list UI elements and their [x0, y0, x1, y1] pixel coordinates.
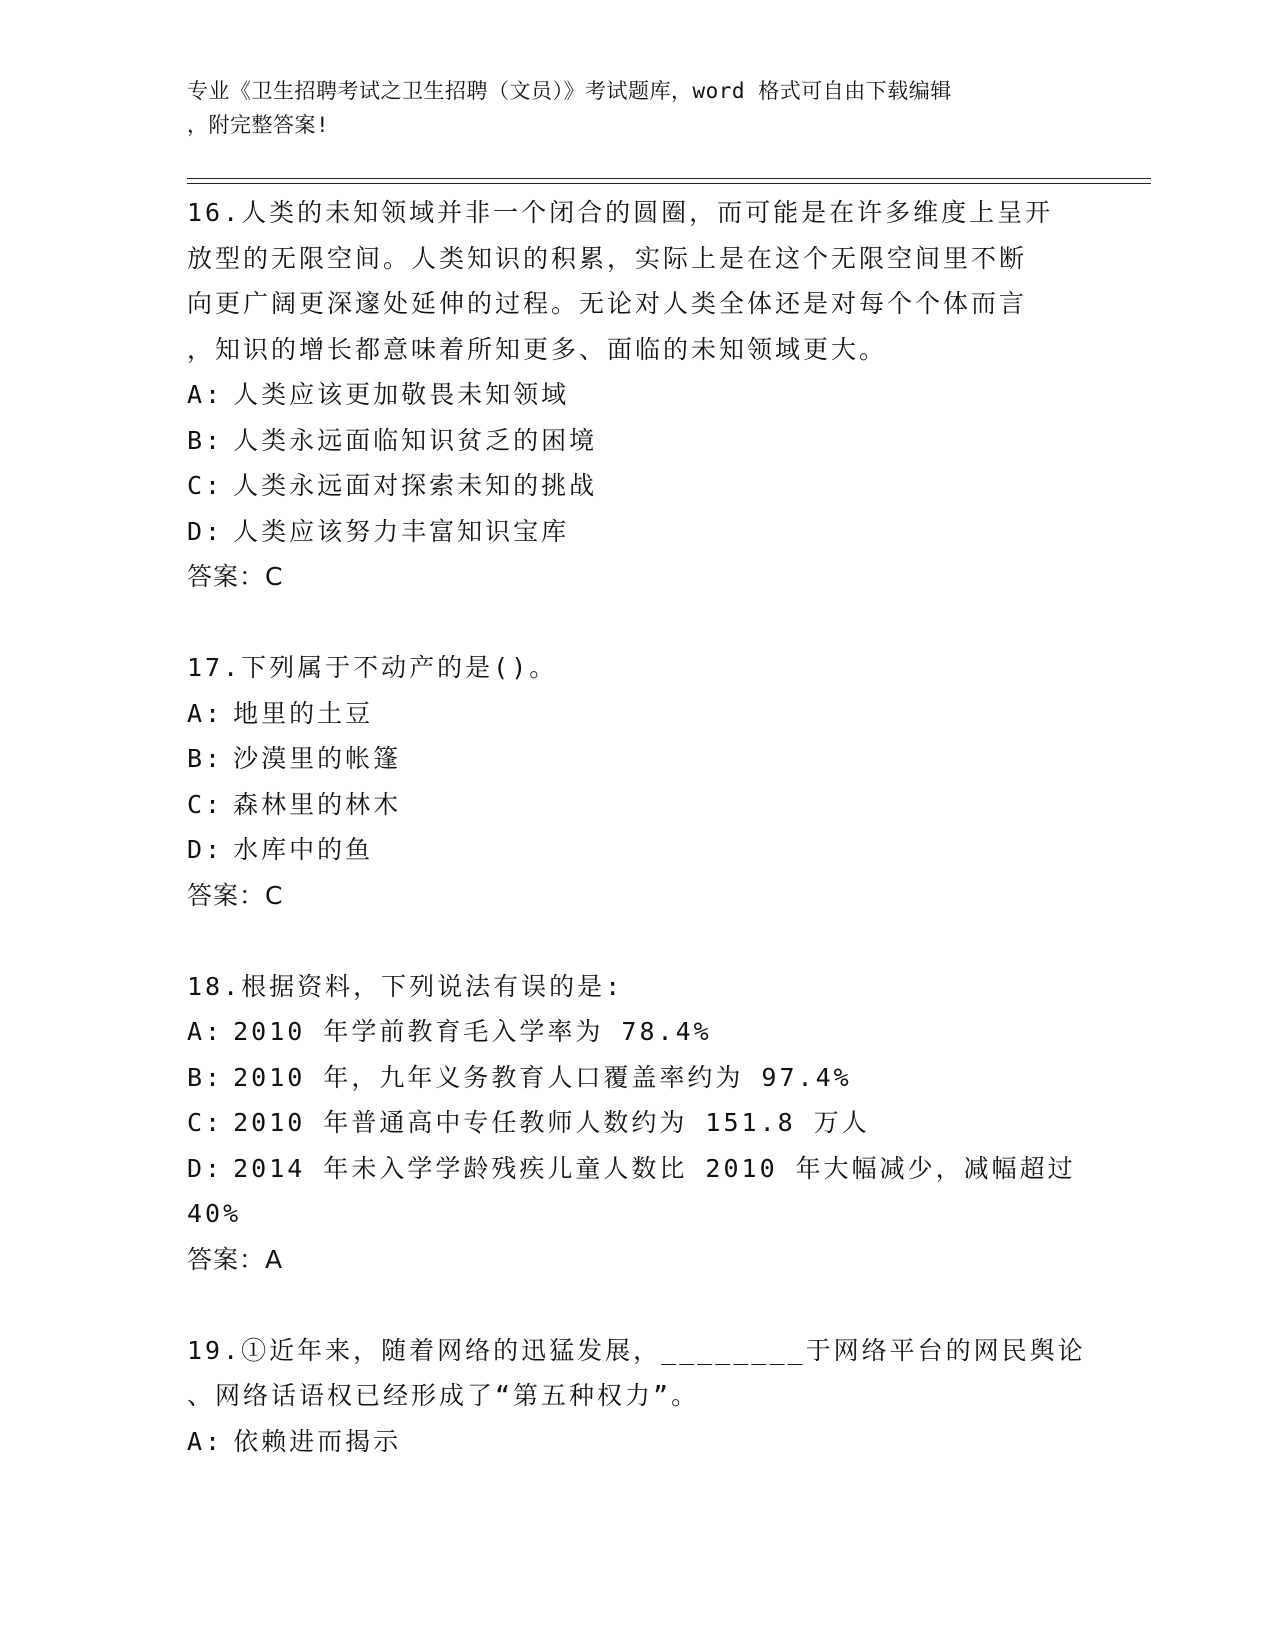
- option-letter: A:: [187, 1017, 224, 1046]
- stem-line: 18.根据资料，下列说法有误的是:: [187, 971, 624, 1001]
- option-letter: A:: [187, 380, 224, 409]
- option-a: [187, 1009, 1087, 1055]
- option-b: [187, 736, 1087, 782]
- option-text: 人类永远面对探索未知的挑战: [233, 471, 598, 500]
- option-text: 人类应该更加敬畏未知领域: [233, 380, 570, 409]
- option-c: [187, 782, 1087, 828]
- question-stem: [187, 190, 1087, 372]
- question-stem: [187, 1328, 1087, 1419]
- question-17: [187, 645, 1087, 918]
- question-19: [187, 1328, 1087, 1465]
- option-d: [187, 827, 1087, 873]
- header-divider-top: [187, 178, 1151, 179]
- question-spacer: [187, 600, 1087, 646]
- option-letter: B:: [187, 425, 224, 455]
- option-letter: D:: [187, 1153, 224, 1183]
- option-letter: B:: [187, 1062, 224, 1092]
- option-text: 森林里的林木: [233, 789, 402, 819]
- option-text: 人类应该努力丰富知识宝库: [233, 516, 570, 546]
- option-d: [187, 509, 1087, 555]
- option-letter: A:: [187, 698, 224, 728]
- question-spacer: [187, 1282, 1087, 1328]
- option-letter: D:: [187, 516, 224, 546]
- document-header: [187, 74, 1087, 142]
- answer-line: 答案：C: [187, 562, 284, 591]
- option-text: 沙漠里的帐篷: [233, 744, 402, 773]
- question-spacer: [187, 918, 1087, 964]
- question-stem: [187, 645, 1087, 691]
- option-letter: D:: [187, 835, 224, 864]
- option-letter: C:: [187, 789, 224, 819]
- option-text: 地里的土豆: [233, 698, 374, 728]
- option-letter: C:: [187, 1108, 224, 1137]
- option-text: 2010 年普通高中专任教师人数约为 151.8 万人: [233, 1108, 870, 1137]
- answer-line: 答案：C: [187, 880, 284, 910]
- option-text: 人类永远面临知识贫乏的困境: [233, 425, 598, 455]
- header-line-2: ，附完整答案!: [187, 113, 330, 137]
- stem-line: 16.人类的未知领域并非一个闭合的圆圈，而可能是在许多维度上呈开: [187, 198, 1054, 227]
- question-16: [187, 190, 1087, 600]
- question-18: [187, 964, 1087, 1283]
- answer-line: 答案：A: [187, 1244, 284, 1274]
- stem-line: ，知识的增长都意味着所知更多、面临的未知领域更大。: [187, 334, 888, 364]
- option-text: 依赖进而揭示: [233, 1426, 402, 1456]
- question-stem: [187, 964, 1087, 1010]
- option-b: [187, 1055, 1087, 1101]
- option-text: 2010 年学前教育毛入学率为 78.4%: [233, 1017, 712, 1046]
- option-b: [187, 418, 1087, 464]
- option-text: 水库中的鱼: [233, 835, 374, 864]
- option-c: [187, 1100, 1087, 1146]
- option-a: [187, 1419, 1087, 1465]
- option-text: 2010 年，九年义务教育人口覆盖率约为 97.4%: [233, 1062, 852, 1092]
- option-a: [187, 691, 1087, 737]
- option-text: 2014 年未入学学龄残疾儿童人数比 2010 年大幅减少，减幅超过: [233, 1153, 1076, 1183]
- option-letter: A:: [187, 1426, 224, 1456]
- stem-line: 19.①近年来，随着网络的迅猛发展，________于网络平台的网民舆论: [187, 1335, 1086, 1365]
- option-a: [187, 372, 1087, 418]
- stem-line: 放型的无限空间。人类知识的积累，实际上是在这个无限空间里不断: [187, 243, 1028, 273]
- stem-line: 向更广阔更深邃处延伸的过程。无论对人类全体还是对每个个体而言: [187, 289, 1028, 318]
- stem-line: 17.下列属于不动产的是()。: [187, 653, 558, 682]
- option-c: [187, 463, 1087, 509]
- option-d-continuation: 40%: [187, 1199, 242, 1228]
- option-d: [187, 1146, 1087, 1192]
- option-letter: B:: [187, 744, 224, 773]
- stem-line: 、网络话语权已经形成了“第五种权力”。: [187, 1381, 700, 1410]
- option-letter: C:: [187, 471, 224, 500]
- question-list: [187, 190, 1087, 1464]
- header-line-1: 专业《卫生招聘考试之卫生招聘（文员）》考试题库，word 格式可自由下载编辑: [187, 79, 952, 103]
- header-divider-bottom: [187, 183, 1151, 184]
